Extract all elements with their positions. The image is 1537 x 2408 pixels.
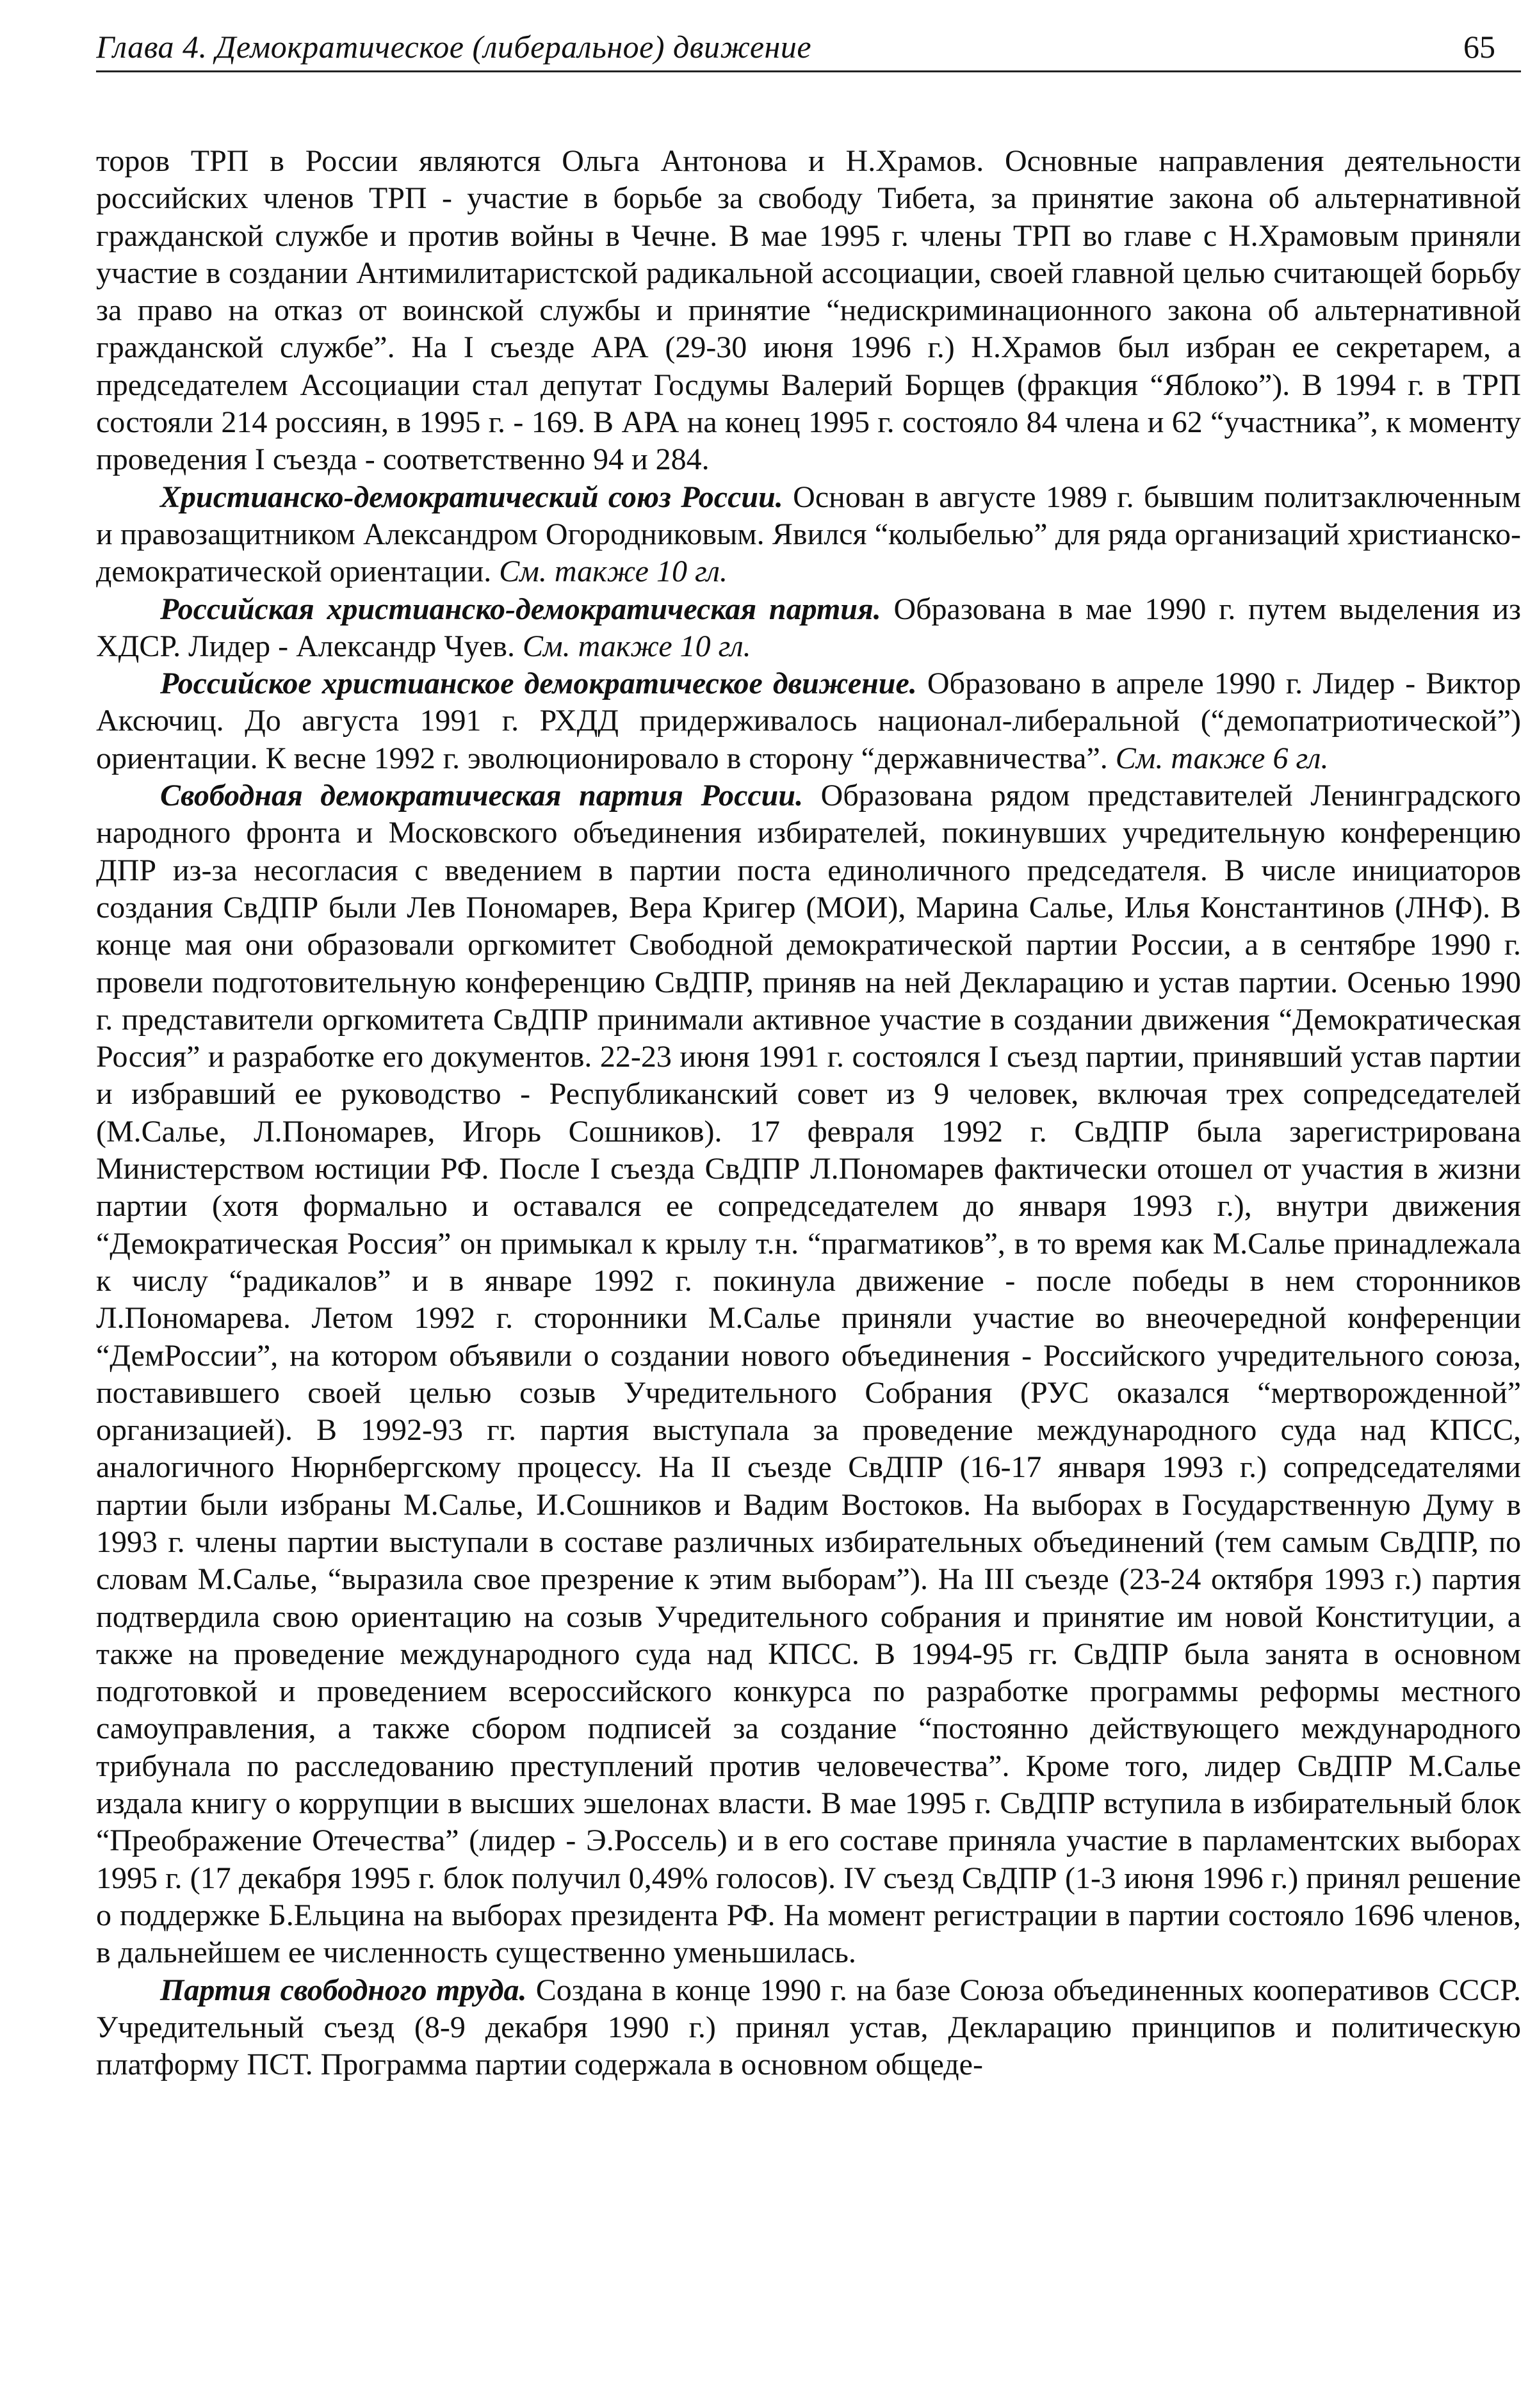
entry-paragraph xyxy=(96,591,1521,666)
entry-term: Российская христианско-демократическая партия. xyxy=(160,592,881,626)
entry-term: Христианско-демократический союз России. xyxy=(160,480,783,514)
entry-term: Партия свободного труда. xyxy=(160,1973,527,2007)
entry-term: Российское христианское демократическое движение. xyxy=(160,667,917,701)
paragraph-text: Образовано в апреле 1990 г. Лидер - Виктор Аксючиц. До августа 1991 г. РХДД придерживалось национал-либеральной (“демопатриотической”) ориентации. К весне 1992 г. эволюционировало в сторону “державничества”. xyxy=(96,667,1521,775)
chapter-title: Глава 4. Демократическое (либеральное) движение xyxy=(96,29,812,65)
entry-paragraph xyxy=(96,479,1521,591)
paragraph-text: Образована рядом представителей Ленинградского народного фронта и Московского объединения избирателей, покинувших учредительную конференцию ДПР из-за несогласия с введением в партии поста единоличного председателя. В числе инициаторов создания СвДПР были Лев Пономарев, Вера Кригер (МОИ), Марина Салье, Илья Константинов (ЛНФ). В конце мая они образовали оргкомитет Свободной демократической партии России, а в сентябре 1990 г. провели подготовительную конференцию СвДПР, приняв на ней Декларацию и устав партии. Осенью 1990 г. представители оргкомитета СвДПР принимали активное участие в создании движения “Демократическая Россия” и разработке его документов. 22-23 июня 1991 г. состоялся I съезд партии, принявший устав партии и избравший ее руководство - Республиканский совет из 9 человек, включая трех сопредседателей (М.Салье, Л.Пономарев, Игорь Сошников). 17 февраля 1992 г. СвДПР была зарегистрирована Министерством юстиции РФ. После I съезда СвДПР Л.Пономарев фактически отошел от участия в жизни партии (хотя формально и оставался ее сопредседателем до января 1993 г.), внутри движения “Демократическая Россия” он примыкал к крылу т.н. “прагматиков”, в то время как М.Салье принадлежала к числу “радикалов” и в январе 1992 г. покинула движение - после победы в нем сторонников Л.Пономарева. Летом 1992 г. сторонники М.Салье приняли участие во внеочередной конференции “ДемРоссии”, на котором объявили о создании нового объединения - Российского учредительного союза, поставившего своей целью созыв Учредительного Собрания (РУС оказался “мертворожденной” организацией). В 1992-93 гг. партия выступала за проведение международного суда над КПСС, аналогичного Нюрнбергскому процессу. На II съезде СвДПР (16-17 января 1993 г.) сопредседателями партии были избраны М.Салье, И.Сошников и Вадим Востоков. На выборах в Государственную Думу в 1993 г. члены партии выступали в составе различных избирательных объединений (тем самым СвДПР, по словам М.Салье, “выразила свое презрение к этим выборам”). На III съезде (23-24 октября 1993 г.) партия подтвердила свою ориентацию на созыв Учредительного собрания и принятие им новой Конституции, а также на проведение международного суда над КПСС. В 1994-95 гг. СвДПР была занята в основном подготовкой и проведением всероссийского конкурса по разработке программы реформы местного самоуправления, а также сбором подписей за создание “постоянно действующего международного трибунала по расследованию преступлений против человечества”. Кроме того, лидер СвДПР М.Салье издала книгу о коррупции в высших эшелонах власти. В мае 1995 г. СвДПР вступила в избирательный блок “Преображение Отечества” (лидер - Э.Россель) и в его составе приняла участие в парламентских выборах 1995 г. (17 декабря 1995 г. блок получил 0,49% голосов). IV съезд СвДПР (1-3 июня 1996 г.) принял решение о поддержке Б.Ельцина на выборах президента РФ. На момент регистрации в партии состояло 1696 членов, в дальнейшем ее численность существенно уменьшилась. xyxy=(96,779,1521,1970)
entry-paragraph xyxy=(96,1972,1521,2084)
cross-reference: См. также 6 гл. xyxy=(1115,741,1329,775)
paragraph-text: Создана в конце 1990 г. на базе Союза объединенных кооперативов СССР. Учредительный съезд (8-9 декабря 1990 г.) принял устав, Декларацию принципов и политическую платформу ПСТ. Программа партии содержала в основном общеде- xyxy=(96,1973,1521,2082)
page-number: 65 xyxy=(1463,29,1495,65)
paragraph-text: Образована в мае 1990 г. путем выделения из ХДСР. Лидер - Александр Чуев. xyxy=(96,592,1521,663)
cross-reference: См. также 10 гл. xyxy=(522,629,751,663)
entry-paragraph xyxy=(96,665,1521,777)
paragraph-text: торов ТРП в России являются Ольга Антонова и Н.Храмов. Основные направления деятельности российских членов ТРП - участие в борьбе за свободу Тибета, за принятие закона об альтернативной гражданской службе и против войны в Чечне. В мае 1995 г. члены ТРП во главе с Н.Храмовым приняли участие в создании Антимилитаристской радикальной ассоциации, своей главной целью считающей борьбу за право на отказ от воинской службы и принятие “недискриминационного закона об альтернативной гражданской службе”. На I съезде АРА (29-30 июня 1996 г.) Н.Храмов был избран ее секретарем, а председателем Ассоциации стал депутат Госдумы Валерий Борщев (фракция “Яблоко”). В 1994 г. в ТРП состояли 214 россиян, в 1995 г. - 169. В АРА на конец 1995 г. состояло 84 члена и 62 “участника”, к моменту проведения I съезда - соответственно 94 и 284. xyxy=(96,144,1521,477)
cross-reference: См. также 10 гл. xyxy=(499,554,728,589)
entry-term: Свободная демократическая партия России. xyxy=(160,779,804,813)
running-header xyxy=(96,26,1521,72)
paragraph-continuation xyxy=(96,143,1521,479)
body-text xyxy=(96,143,1521,2083)
book-page xyxy=(96,26,1521,2388)
entry-paragraph xyxy=(96,777,1521,1972)
paragraph-text: Основан в августе 1989 г. бывшим политзаключенным и правозащитником Александром Огородниковым. Явился “колыбелью” для ряда организаций христианско-демократической ориентации. xyxy=(96,480,1521,589)
